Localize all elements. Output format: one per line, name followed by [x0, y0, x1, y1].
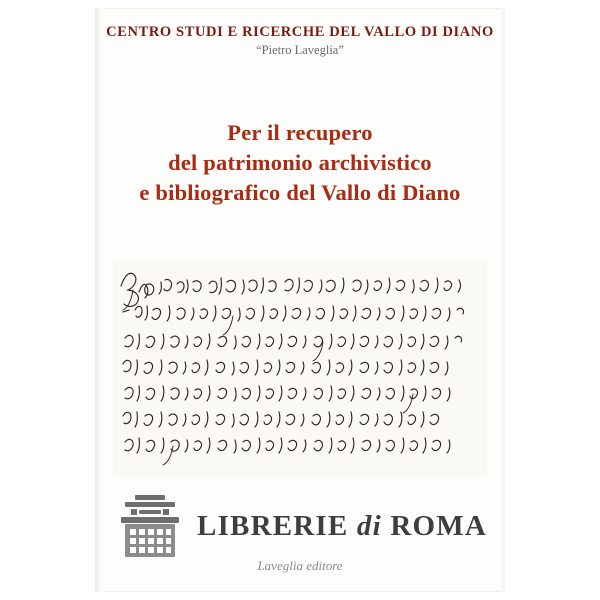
printing-press-icon	[113, 493, 187, 559]
watermark-librerie: LIBRERIE	[197, 509, 349, 542]
title-line-3: e bibliografico del Vallo di Diano	[139, 180, 461, 205]
book-cover	[95, 8, 505, 592]
page-title	[117, 118, 483, 208]
title-line-1: Per il recupero	[227, 120, 373, 145]
title-line-2: del patrimonio archivistico	[168, 150, 432, 175]
librerie-di-roma-watermark	[95, 486, 505, 566]
publisher-imprint: Laveglia editore	[257, 558, 343, 573]
publisher-header	[95, 24, 505, 58]
manuscript-facsimile-image	[113, 260, 487, 478]
watermark-roma: ROMA	[390, 509, 487, 542]
publisher-subtitle: “Pietro Laveglia”	[256, 43, 344, 57]
publisher-name: CENTRO STUDI E RICERCHE DEL VALLO DI DIANO	[106, 24, 494, 40]
watermark-di: di	[356, 509, 382, 542]
watermark-logo-text	[197, 510, 487, 543]
